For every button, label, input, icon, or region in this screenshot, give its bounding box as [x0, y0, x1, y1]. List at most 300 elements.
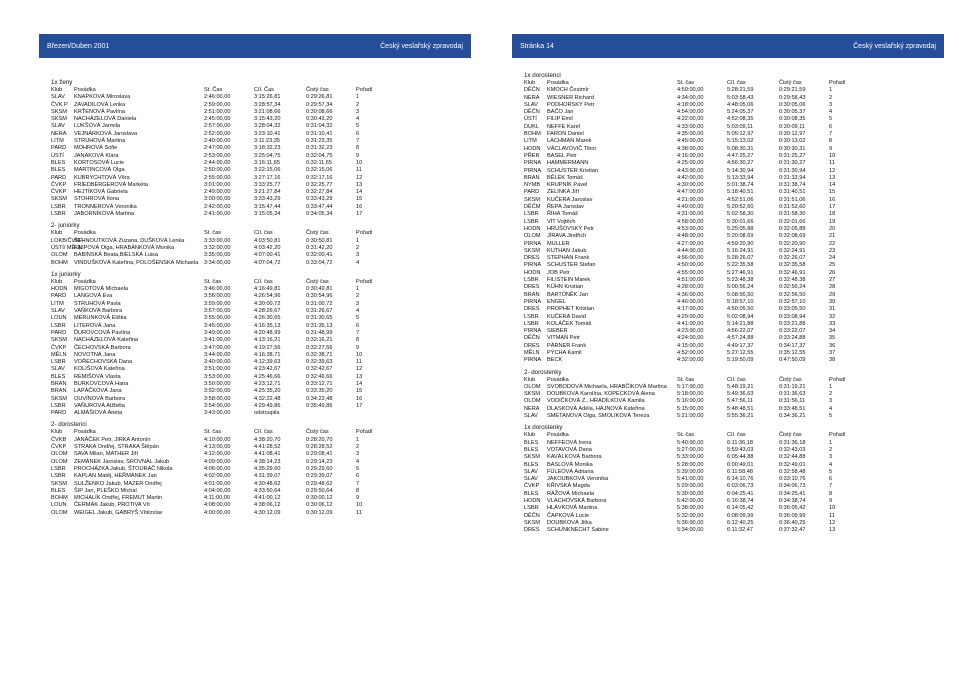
- table-row: [51, 473, 469, 480]
- table-cell: 0:30:08,35: [779, 116, 806, 123]
- table-cell: 4:55:00,00: [677, 269, 704, 276]
- table-row: [524, 124, 942, 131]
- table-cell: 14: [356, 189, 363, 196]
- table-cell: 5:39:00,00: [677, 468, 704, 475]
- table-cell: 4:53:00,00: [677, 225, 704, 232]
- table-cell: OLOM: [524, 233, 541, 240]
- table-row: [51, 167, 469, 174]
- table-cell: 4:03:50,81: [254, 237, 281, 244]
- table-cell: 5:16:00,00: [677, 398, 704, 405]
- table-row: [51, 396, 469, 403]
- table-cell: KOLÁČEK Tomáš: [547, 320, 592, 327]
- table-cell: 17: [356, 402, 363, 409]
- table-cell: 5:02:08,94: [727, 313, 754, 320]
- table-cell: 2:44:00,00: [204, 159, 231, 166]
- table-row: [51, 481, 469, 488]
- table-cell: 3:52:00,00: [204, 388, 231, 395]
- table-cell: 4:01:00,00: [204, 480, 231, 487]
- table-cell: REMIŠOVÁ Vlasta: [74, 373, 121, 380]
- table-cell: 4:26:54,96: [254, 293, 281, 300]
- table-cell: LSBR: [524, 320, 539, 327]
- results-section: [51, 79, 469, 218]
- table-cell: 5:25:05,88: [727, 225, 754, 232]
- table-cell: 0:32:08,69: [779, 233, 806, 240]
- table-cell: 3:23:10,41: [254, 130, 281, 137]
- table-cell: ŘEPA Jaroslav: [547, 204, 584, 211]
- table-cell: 3: [356, 108, 360, 115]
- table-row: [51, 94, 469, 101]
- table-cell: FARON Daniel: [547, 131, 584, 138]
- table-cell: 5:05:12,97: [727, 131, 754, 138]
- table-cell: ČVKP: [51, 444, 67, 451]
- table-cell: BASEL Petr: [547, 152, 577, 159]
- table-cell: 0:31:19,21: [779, 383, 806, 390]
- table-row: [51, 260, 469, 267]
- table-cell: BURKOVCOVÁ Hana: [74, 380, 129, 387]
- table-cell: 1: [829, 383, 833, 390]
- table-cell: 1: [356, 436, 360, 443]
- table-cell: MĚLN: [51, 351, 67, 358]
- table-cell: 5:08:30,31: [727, 145, 754, 152]
- table-cell: 0:37:32,47: [779, 527, 806, 534]
- table-row: [524, 255, 942, 262]
- table-cell: STEPHAN Frank: [547, 255, 590, 262]
- table-cell: VÍT Vojtěch: [547, 218, 576, 225]
- table-cell: 0:32:15,06: [306, 167, 333, 174]
- table-row: [524, 146, 942, 153]
- table-cell: 0:31:30,27: [779, 160, 806, 167]
- table-cell: 11: [829, 512, 835, 519]
- table-cell: 3:43:00,00: [204, 410, 231, 417]
- table-cell: 3:15:26,81: [254, 94, 281, 101]
- table-cell: KNAPKOVÁ Miroslava: [74, 94, 131, 101]
- table-cell: 6: [356, 473, 360, 480]
- table-cell: 3:46:00,00: [204, 286, 231, 293]
- table-cell: 5:08:56,50: [727, 291, 754, 298]
- table-cell: 0:29:29,60: [306, 465, 333, 472]
- table-cell: 4:38:06,12: [254, 502, 281, 509]
- table-cell: PIRNA: [524, 240, 542, 247]
- table-cell: 4:41:00,00: [677, 320, 704, 327]
- table-cell: LOUN: [51, 315, 67, 322]
- table-cell: KRŤENOVÁ Pavlína: [74, 108, 125, 115]
- table-row: [51, 315, 469, 322]
- table-cell: 8: [356, 487, 360, 494]
- column-header: Posádka: [547, 376, 569, 383]
- table-cell: SKSM: [51, 108, 67, 115]
- table-cell: LSBR: [524, 505, 539, 512]
- table-cell: 0:34:38,74: [779, 498, 806, 505]
- table-cell: 0:33:24,88: [779, 335, 806, 342]
- table-cell: KŘIVSKÁ Magda: [547, 483, 590, 490]
- table-cell: ČERMÁK Jakub, PROTIVA Vít: [74, 502, 150, 509]
- table-cell: BRAN: [51, 388, 67, 395]
- table-cell: 5:32:00,00: [677, 512, 704, 519]
- table-cell: 0:30:05,06: [779, 101, 806, 108]
- table-cell: 0:30:49,81: [306, 286, 333, 293]
- table-cell: 5: [829, 116, 833, 123]
- table-cell: 4:52:00,00: [677, 349, 704, 356]
- column-header: Čistý čas: [306, 230, 329, 237]
- table-cell: 3:33:00,00: [204, 237, 231, 244]
- table-cell: STRAKA Ondřej, STRAKA Štěpán: [74, 444, 159, 451]
- table-cell: 4:56:00,00: [677, 255, 704, 262]
- table-cell: 0:31:26,67: [306, 308, 333, 315]
- table-cell: MICHALÍK Ondřej, FREMUT Martin: [74, 495, 163, 502]
- table-cell: 4:41:00,12: [254, 495, 281, 502]
- table-cell: SMETANOVÁ Olga, SMOLÍKOVÁ Tereza: [547, 413, 650, 420]
- table-cell: 0:32:27,56: [306, 344, 333, 351]
- table-cell: KÜHN Kristian: [547, 284, 584, 291]
- column-header: Posádka: [547, 80, 569, 86]
- table-cell: 2:45:00,00: [204, 116, 231, 123]
- table-cell: PROPHET Kristian: [547, 306, 595, 313]
- table-cell: 2: [356, 244, 360, 251]
- table-cell: 0:28:20,70: [306, 436, 333, 443]
- table-cell: OLOM: [51, 458, 68, 465]
- results-section: [51, 222, 469, 266]
- table-cell: 5:24:05,37: [727, 109, 754, 116]
- table-cell: 5:18:57,10: [727, 298, 754, 305]
- table-cell: 15: [356, 388, 363, 395]
- table-cell: 0:31:40,51: [779, 189, 806, 196]
- table-cell: DĚČN: [524, 512, 540, 519]
- table-cell: 0:34:06,73: [779, 483, 806, 490]
- table-cell: 0:32:44,88: [779, 454, 806, 461]
- table-cell: ČAPKOVÁ Lucie: [547, 512, 589, 519]
- table-cell: 5: [829, 413, 833, 420]
- table-cell: 0:32:00,41: [306, 252, 333, 259]
- table-cell: 2:53:00,00: [204, 152, 231, 159]
- table-cell: 37: [829, 349, 836, 356]
- table-cell: 5:33:00,00: [677, 454, 704, 461]
- table-cell: KUBRYCHTOVÁ Věra: [74, 174, 130, 181]
- table-cell: 6:16:38,74: [727, 498, 754, 505]
- table-cell: 0:30:08,66: [306, 108, 333, 115]
- column-header: Cíl. čas: [727, 80, 746, 86]
- table-cell: VITMAN Petr: [547, 335, 580, 342]
- table-cell: 3:44:00,00: [204, 351, 231, 358]
- table-cell: 3:50:00,00: [204, 380, 231, 387]
- table-cell: 25: [829, 262, 836, 269]
- table-cell: 12: [829, 167, 836, 174]
- table-cell: MULLER: [547, 240, 570, 247]
- table-cell: 9: [829, 145, 833, 152]
- column-header: St. čas: [204, 429, 222, 436]
- table-row: [51, 437, 469, 444]
- table-cell: MĚLN: [524, 349, 540, 356]
- table-row: [524, 406, 942, 413]
- table-row: [524, 306, 942, 313]
- table-cell: 17: [356, 211, 363, 218]
- table-cell: SLAV: [524, 413, 538, 420]
- table-row: [524, 335, 942, 342]
- table-cell: 4:10:00,00: [204, 436, 231, 443]
- table-cell: ZAVADILOVÁ Lenka: [74, 101, 126, 108]
- table-cell: PARD: [51, 293, 67, 300]
- table-cell: SKSM: [51, 196, 67, 203]
- table-cell: 4:50:00,00: [677, 262, 704, 269]
- table-cell: 0:28:28,52: [306, 444, 333, 451]
- page-header: [39, 34, 471, 58]
- table-cell: 2: [356, 444, 360, 451]
- table-cell: 4:36:00,00: [677, 291, 704, 298]
- table-cell: LSBR: [524, 277, 539, 284]
- table-cell: SLAV: [524, 476, 538, 483]
- table-cell: LSBR: [51, 402, 66, 409]
- table-cell: SKSM: [524, 196, 540, 203]
- table-row: [524, 87, 942, 94]
- table-cell: 0:31:00,72: [306, 300, 333, 307]
- table-cell: 0:29:39,07: [306, 473, 333, 480]
- table-cell: 2:57:00,00: [204, 123, 231, 130]
- table-cell: 1: [829, 87, 833, 94]
- table-cell: 5:18:40,51: [727, 189, 754, 196]
- table-cell: HODN: [524, 269, 541, 276]
- table-cell: 4:26:30,65: [254, 315, 281, 322]
- table-cell: OLOM: [51, 509, 68, 516]
- table-cell: 5:15:13,02: [727, 138, 754, 145]
- table-cell: BLES: [51, 159, 66, 166]
- table-cell: 0:32:49,01: [779, 461, 806, 468]
- table-row: [51, 204, 469, 211]
- table-cell: NOVOTNÁ Jana: [74, 351, 116, 358]
- table-cell: 3:55:00,00: [204, 315, 231, 322]
- results-section: [524, 424, 942, 534]
- table-cell: 4:27:00,00: [677, 240, 704, 247]
- table-cell: 3: [829, 398, 833, 405]
- table-cell: SAVA Milan, MATHER Jiří: [74, 451, 139, 458]
- table-cell: NERA: [524, 405, 540, 412]
- table-cell: 6:05:44,88: [727, 454, 754, 461]
- table-cell: 2:50:00,00: [204, 167, 231, 174]
- table-cell: 3: [829, 101, 833, 108]
- page-right: [512, 34, 944, 670]
- table-cell: ZELINKA Jiří: [547, 189, 580, 196]
- table-cell: 0:32:04,75: [306, 152, 333, 159]
- table-cell: LUKŠOVÁ Jarmila: [74, 123, 121, 130]
- table-cell: JANÁČEK Petr, JIRKA Antonín: [74, 436, 151, 443]
- table-row: [524, 491, 942, 498]
- table-cell: 2:59:00,00: [204, 101, 231, 108]
- table-row: [524, 513, 942, 520]
- column-header: Čistý čas: [306, 429, 329, 436]
- table-cell: 5:14:21,88: [727, 320, 754, 327]
- table-cell: PARD: [51, 329, 67, 336]
- table-cell: 2:41:00,00: [204, 211, 231, 218]
- table-cell: 4:59:00,00: [677, 87, 704, 94]
- table-cell: 4:08:00,00: [204, 502, 231, 509]
- column-header: Cíl. čas: [727, 432, 746, 439]
- column-header: Čistý čas: [306, 278, 329, 285]
- table-cell: 3:33:43,29: [254, 196, 281, 203]
- table-cell: SLAV: [51, 123, 65, 130]
- table-row: [524, 219, 942, 226]
- table-cell: ČECHOVSKÁ Barbora: [74, 344, 131, 351]
- table-cell: BLES: [524, 490, 539, 497]
- table-cell: DRES: [524, 306, 540, 313]
- section-title: 1x juniorky: [51, 270, 81, 278]
- table-cell: 9: [356, 495, 360, 502]
- table-cell: 4:30:48,62: [254, 480, 281, 487]
- table-cell: 0:34:22,48: [306, 395, 333, 402]
- table-row: [524, 398, 942, 405]
- table-cell: 11: [356, 167, 362, 174]
- table-cell: MARTINCOVÁ Olga: [74, 167, 125, 174]
- table-cell: ČVKP: [524, 483, 540, 490]
- table-row: [524, 505, 942, 512]
- table-cell: RÁŽOVÁ Michaela: [547, 490, 594, 497]
- table-cell: 5:27:00,00: [677, 446, 704, 453]
- section-title: 1x dorostenci: [524, 72, 561, 79]
- table-cell: 0:32:56,24: [779, 284, 806, 291]
- table-cell: WEIGEL Jakub, GABRYŠ Vítězslav: [74, 509, 163, 516]
- column-header: Pořadí: [829, 432, 846, 439]
- table-cell: 32: [829, 313, 836, 320]
- table-cell: 8: [356, 337, 360, 344]
- table-cell: 0:32:57,10: [779, 298, 806, 305]
- table-cell: 5:36:00,00: [677, 519, 704, 526]
- table-cell: 21: [829, 233, 836, 240]
- table-cell: 5:18:00,00: [677, 391, 704, 398]
- table-cell: NYMB: [524, 182, 541, 189]
- table-row: [524, 483, 942, 490]
- table-cell: 0:34:36,21: [779, 413, 806, 420]
- table-row: [524, 226, 942, 233]
- table-cell: MERUNKOVÁ Eliška: [74, 315, 127, 322]
- table-cell: 5:34:00,00: [677, 527, 704, 534]
- table-cell: 0:31:23,35: [306, 138, 333, 145]
- table-cell: 4:41:08,41: [254, 451, 281, 458]
- table-cell: 0:32:01,66: [779, 218, 806, 225]
- table-cell: 5:16:24,91: [727, 247, 754, 254]
- table-cell: DĚČN: [524, 109, 540, 116]
- table-cell: 5:28:00,00: [677, 461, 704, 468]
- table-cell: 3:15:47,44: [254, 203, 281, 210]
- table-cell: ŠIP Jan, PLEŠKO Michal: [74, 487, 137, 494]
- table-cell: MIGOTOVÁ Michaela: [74, 286, 128, 293]
- table-cell: 5:30:01,66: [727, 218, 754, 225]
- table-row: [51, 123, 469, 130]
- table-cell: 11: [356, 509, 362, 516]
- table-cell: 8: [829, 138, 833, 145]
- table-cell: 5:49:36,63: [727, 391, 754, 398]
- table-row: [51, 510, 469, 517]
- table-cell: 31: [829, 306, 836, 313]
- table-cell: 5:28:26,07: [727, 255, 754, 262]
- table-cell: 13: [829, 174, 836, 181]
- table-cell: 5:38:00,00: [677, 505, 704, 512]
- table-cell: LSBR: [51, 203, 66, 210]
- table-cell: 4:24:00,00: [677, 335, 704, 342]
- table-cell: 13: [356, 373, 363, 380]
- table-cell: 4:12:39,63: [254, 359, 281, 366]
- table-cell: SCHUNKNECHT Sabine: [547, 527, 609, 534]
- table-cell: 4:12:00,00: [204, 451, 231, 458]
- table-cell: 4:49:17,37: [727, 342, 754, 349]
- table-cell: 0:33:35,20: [306, 388, 333, 395]
- table-row: [524, 138, 942, 145]
- table-cell: FRIEDBERGEROVÁ Markéta: [74, 181, 148, 188]
- table-row: [51, 238, 469, 245]
- table-cell: 4:56:30,27: [727, 160, 754, 167]
- table-cell: 5:29:00,00: [677, 483, 704, 490]
- table-cell: 3:25:04,75: [254, 152, 281, 159]
- table-cell: 2:42:00,00: [204, 203, 231, 210]
- table-row: [51, 502, 469, 509]
- table-row: [524, 454, 942, 461]
- table-cell: 4:42:00,00: [677, 174, 704, 181]
- table-cell: STOHROVÁ Ilona: [74, 196, 119, 203]
- table-cell: 0:31:56,11: [779, 398, 806, 405]
- table-cell: 0:32:16,21: [306, 337, 333, 344]
- table-cell: ČVK P: [51, 101, 68, 108]
- results-section: [524, 72, 942, 365]
- table-cell: LITM: [51, 300, 64, 307]
- table-row: [51, 366, 469, 373]
- table-cell: 10: [356, 159, 363, 166]
- table-row: [51, 444, 469, 451]
- table-cell: SLAV: [51, 94, 65, 101]
- table-row: [524, 328, 942, 335]
- table-cell: FÜLEOVÁ Adriana: [547, 468, 594, 475]
- table-cell: 0:29:21,59: [779, 87, 806, 94]
- table-cell: JÍRAVA Jindřich: [547, 233, 587, 240]
- table-cell: DRES: [524, 527, 540, 534]
- table-cell: 0:31:52,60: [779, 204, 806, 211]
- table-cell: 4:33:50,64: [254, 487, 281, 494]
- table-cell: 5:27:46,91: [727, 269, 754, 276]
- table-cell: 6:11:36,18: [727, 439, 754, 446]
- table-cell: 0:31:10,41: [306, 130, 333, 137]
- table-cell: 4:56:22,07: [727, 328, 754, 335]
- table-cell: 5:13:33,94: [727, 174, 754, 181]
- table-cell: PARD: [51, 145, 67, 152]
- table-cell: 6: [829, 476, 833, 483]
- results-column-left: [51, 76, 469, 517]
- table-cell: SKSM: [51, 337, 67, 344]
- column-header: Klub: [51, 230, 63, 237]
- table-row: [51, 196, 469, 203]
- table-cell: BLES: [524, 461, 539, 468]
- page-left: [39, 34, 471, 670]
- table-cell: 6:11:32,47: [727, 527, 754, 534]
- table-cell: LSBR: [524, 313, 539, 320]
- table-cell: 0:30:13,02: [779, 138, 806, 145]
- table-row: [524, 233, 942, 240]
- table-cell: ŠEHNOUTKOVÁ Zuzana, DUŠKOVÁ Lenka: [74, 237, 185, 244]
- table-cell: 4:52:08,35: [727, 116, 754, 123]
- table-row: [51, 153, 469, 160]
- table-cell: DĚČM: [524, 204, 541, 211]
- table-cell: 0:33:22,07: [779, 328, 806, 335]
- table-cell: 26: [829, 269, 836, 276]
- table-cell: 19: [829, 218, 836, 225]
- table-cell: 35: [829, 335, 836, 342]
- table-cell: BLES: [51, 373, 66, 380]
- table-cell: 5:19:50,09: [727, 357, 754, 364]
- table-cell: 12: [829, 519, 836, 526]
- table-cell: 0:36:05,42: [779, 505, 806, 512]
- table-cell: DOUBKOVÁ Karolína, KOPECKOVÁ Alena: [547, 391, 655, 398]
- table-cell: LSBR: [51, 322, 66, 329]
- table-cell: 0:47:50,09: [779, 357, 806, 364]
- table-cell: SLAV: [51, 308, 65, 315]
- table-cell: 4: [829, 109, 833, 116]
- table-cell: 15: [829, 189, 836, 196]
- table-cell: 38: [829, 357, 836, 364]
- table-cell: 2:46:00,00: [204, 94, 231, 101]
